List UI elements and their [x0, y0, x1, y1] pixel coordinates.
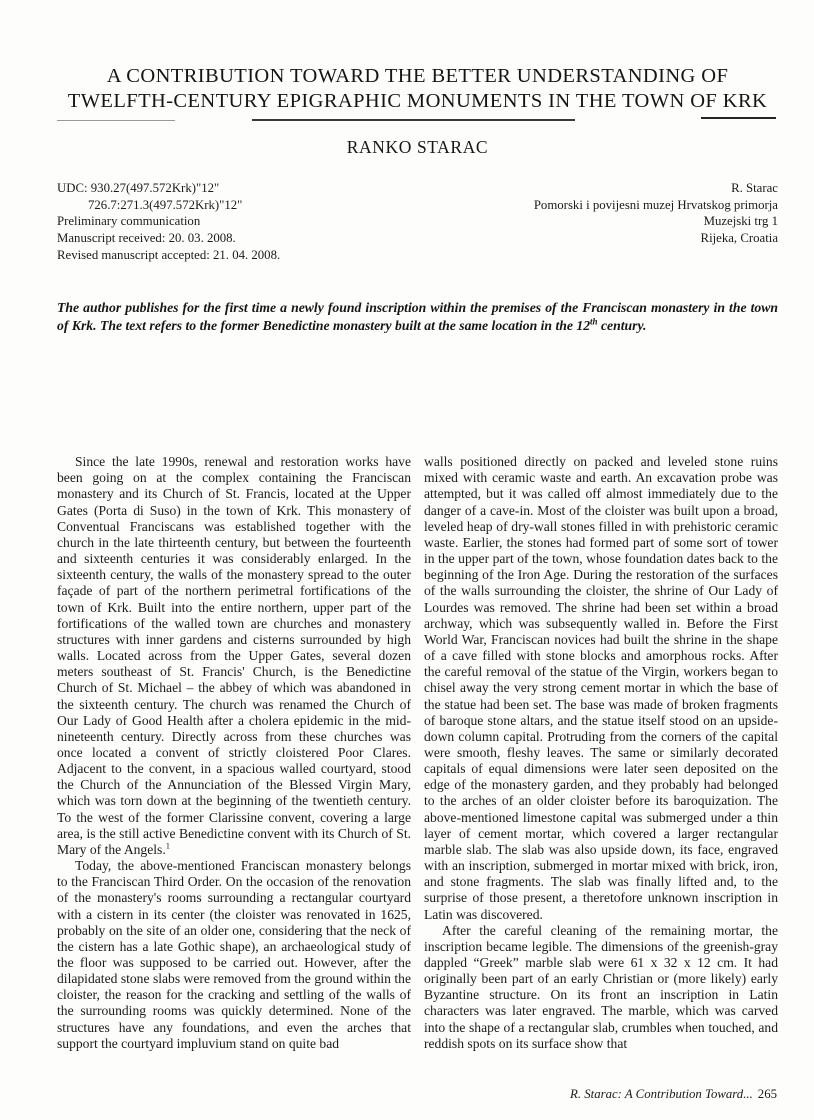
affiliation-author: R. Starac [731, 181, 778, 196]
footnote-marker: 1 [165, 840, 170, 851]
right-column [424, 454, 778, 1052]
body-columns [57, 454, 778, 1052]
affiliation-street: Muzejski trg 1 [703, 214, 778, 229]
manuscript-received-date: Manuscript received: 20. 03. 2008. [57, 230, 236, 245]
abstract [57, 299, 778, 334]
page-footer [570, 1087, 777, 1102]
title-rule-left [57, 120, 175, 121]
page-number: 265 [757, 1087, 777, 1101]
title-rule-right [701, 117, 776, 119]
abstract-text-end: century. [597, 317, 647, 333]
abstract-ordinal-superscript: th [590, 316, 598, 327]
left-column [57, 454, 411, 1052]
title-rule-middle [252, 119, 575, 121]
author-name: RANKO STARAC [346, 137, 489, 158]
paragraph-1-text: Since the late 1990s, renewal and restoration works have been going on at the complex containing the Franciscan monastery and its Church of St. Francis, located at the Upper Gates (Porta di Suso) in the town of Krk. This monastery of Conventual Franciscans was established together with the church in the late thirteenth century, but between the fourteenth and sixteenth centuries it was considerably enlarged. In the sixteenth century, the walls of the monastery spread to the outer façade of part of the northern perimetral fortifications of the town of Krk. Built into the entire northern, upper part of the fortifications of the walled town are churches and monastery structures with inner gardens and cisterns surrounded by high walls. Located across from the Upper Gates, several dozen meters southeast of St. Francis' Church, is the Benedictine Church of St. Michael – the abbey of which was abandoned in the sixteenth century. The church was renamed the Church of Our Lady of Good Health after a cholera epidemic in the mid-nineteenth century. Directly across from these churches was once located a convent of strictly cloistered Poor Clares. Adjacent to the convent, in a spacious walled courtyard, stood the Church of the Annunciation of the Blessed Virgin Mary, which was torn down at the beginning of the twentieth century. To the west of the former Clarissine convent, covering a large area, is the still active Benedictine convent with its Church of St. Mary of the Angels. [57, 454, 411, 857]
udc-line-1: UDC: 930.27(497.572Krk)"12" [57, 181, 220, 196]
body-paragraph-2: Today, the above-mentioned Franciscan monastery belongs to the Franciscan Third Order. On the occasion of the renovation of the monastery's rooms surrounding a rectangular courtyard with a cistern in its center (the cloister was renovated in 1625, probably on the site of an older one, considering that the neck of the cistern has a late Gothic shape), an archaeological study of the floor was supposed to be carried out. However, after the dilapidated stone slabs were removed from the ground within the cloister, the reason for the cracking and settling of the walls of the surrounding rooms was quickly determined. None of the structures have any foundations, and even the arches that support the courtyard impluvium stand on quite bad [57, 858, 411, 1051]
body-paragraph-4: After the careful cleaning of the remaining mortar, the inscription became legible. The dimensions of the greenish-gray dappled “Greek” marble slab were 61 x 32 x 12 cm. It had originally been part of an early Christian or (more likely) early Byzantine structure. On its front an inscription in Latin characters was later engraved. The marble, which was carved into the shape of a rectangular slab, crumbles when touched, and reddish spots on its surface show that [424, 922, 778, 1051]
communication-type: Preliminary communication [57, 214, 201, 229]
metadata-block [57, 180, 778, 263]
author-affiliation [534, 180, 778, 263]
manuscript-accepted-date: Revised manuscript accepted: 21. 04. 2008. [57, 247, 281, 262]
body-paragraph-3: walls positioned directly on packed and leveled stone ruins mixed with ceramic waste and earth. An excavation probe was attempted, but it was called off almost immediately due to the danger of a cave-in. Most of the cloister was built upon a broad, leveled heap of dry-wall stones filled in with prehistoric ceramic waste. Earlier, the stones had formed part of some sort of tower in the upper part of the town, whose foundation dates back to the beginning of the Iron Age. During the restoration of the surfaces of the walls surrounding the cloister, the shrine of Our Lady of Lourdes was removed. The shrine had been set within a broad archway, which was subsequently walled in. Before the First World War, Franciscan novices had built the shrine in the shape of a cave filled with stone blocks and amorphous rocks. After the careful removal of the statue of the Virgin, workers began to chisel away the very strong cement mortar in which the base of the statue had been set. The base was made of broken fragments of baroque stone altars, and the statue itself stood on an upside-down column capital. Protruding from the corners of the capital were smooth, fleshy leaves. The same or similarly decorated capitals of equal dimensions were later seen deposited on the edge of the monastery garden, and they probably had belonged to the arches of an older cloister before its baroquization. The above-mentioned limestone capital was submerged under a thin layer of cement mortar, which covered a larger rectangular marble slab. The slab was also upside down, its face, engraved with an inscription, submerged in mortar mixed with brick, iron, and stone fragments. The slab was finally lifted and, to the surprise of those present, a theretofore unknown inscription in Latin was discovered. [424, 454, 778, 922]
affiliation-institution: Pomorski i povijesni muzej Hrvatskog primorja [533, 197, 778, 212]
abstract-text: The author publishes for the first time a newly found inscription within the premises of the Franciscan monastery in the town of Krk. The text refers to the former Benedictine monastery built at the same location in the 12 [57, 300, 778, 333]
publication-info [57, 180, 280, 263]
affiliation-city: Rijeka, Croatia [700, 230, 778, 245]
udc-line-2: 726.7:271.3(497.572Krk)"12" [88, 197, 243, 212]
paper-title [57, 64, 778, 113]
title-line-2: TWELFTH-CENTURY EPIGRAPHIC MONUMENTS IN THE TOWN OF KRK [67, 89, 768, 112]
title-line-1: A CONTRIBUTION TOWARD THE BETTER UNDERSTANDING OF [106, 65, 729, 87]
running-head: R. Starac: A Contribution Toward... [570, 1087, 753, 1101]
body-paragraph-1 [57, 454, 411, 858]
